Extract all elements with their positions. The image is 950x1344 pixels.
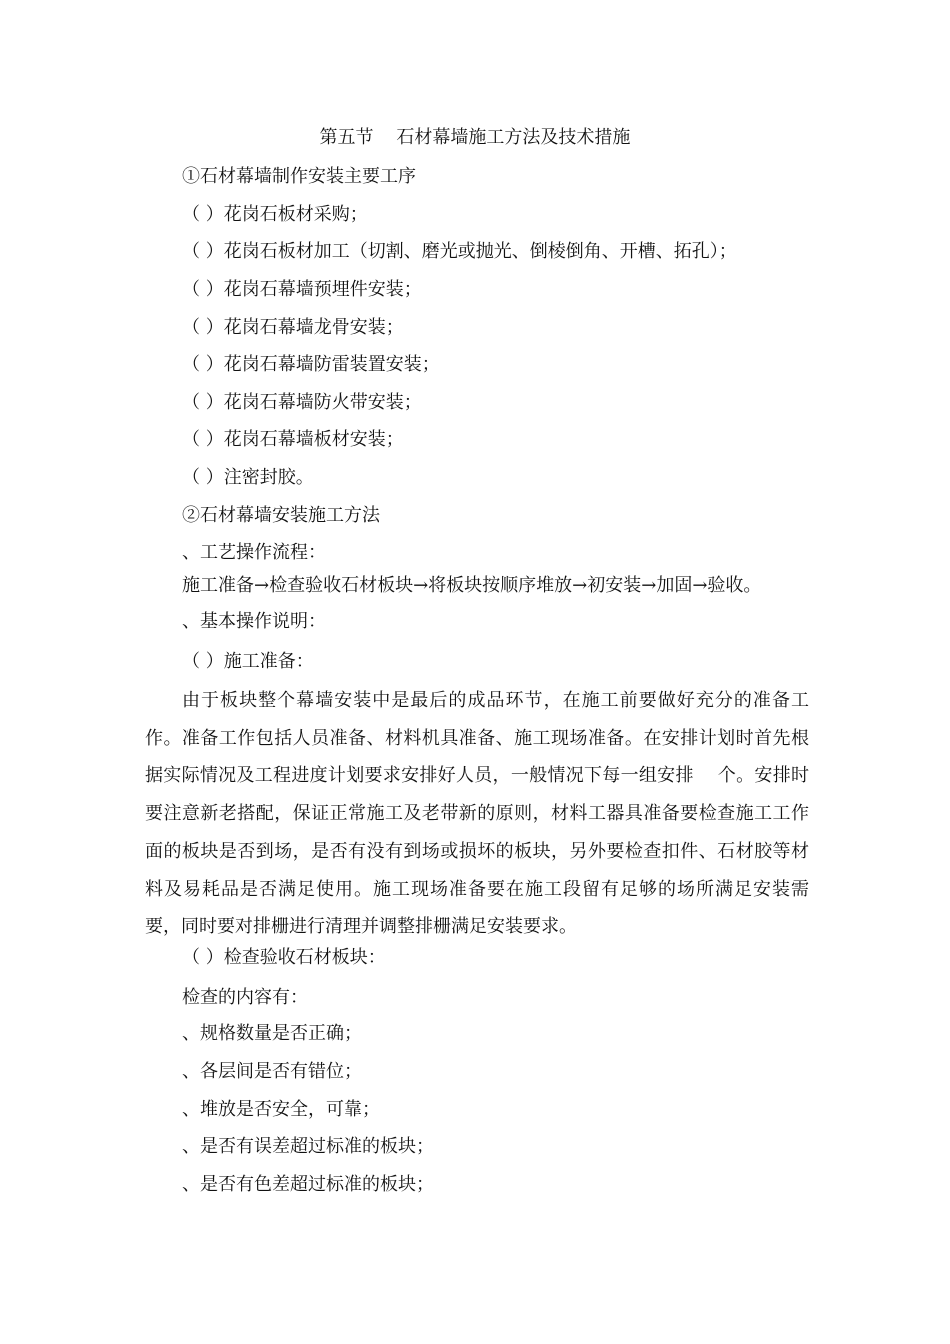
inspect-intro: 检查的内容有： [182, 987, 308, 1008]
list-item: （ ）花岗石幕墙预埋件安装； [182, 279, 422, 300]
list-item: （ ）花岗石幕墙板材安装； [182, 429, 404, 450]
list-item: （ ）花岗石幕墙防火带安装； [182, 392, 422, 413]
list-item: 、是否有色差超过标准的板块； [182, 1174, 434, 1195]
inspect-heading: （ ）检查验收石材板块： [182, 947, 386, 968]
prep-paragraph: 由于板块整个幕墙安装中是最后的成品环节，在施工前要做好充分的准备工作。准备工作包括人员准备、材料机具准备、施工现场准备。在安排计划时首先根据实际情况及工程进度计划要求安排好人员，一般情况下每一组安排 个。安排时要注意新老搭配，保证正常施工及老带新的原则，材料工器具准备要检查施工工作面的板块是否到场，是否有没有到场或损坏的板块，另外要检查扣件、石材胶等材料及易耗品是否满足使用。施工现场准备要在施工段留有足够的场所满足安装需要，同时要对排栅进行清理并调整排栅满足安装要求。 [145, 690, 809, 938]
list-item: （ ）花岗石幕墙龙骨安装； [182, 317, 404, 338]
section-title: 第五节 石材幕墙施工方法及技术措施 [319, 127, 631, 148]
basic-heading: 、基本操作说明： [182, 611, 326, 632]
list-item: 、是否有误差超过标准的板块； [182, 1136, 434, 1157]
prep-heading: （ ）施工准备： [182, 651, 314, 672]
section2-heading: ②石材幕墙安装施工方法 [182, 505, 380, 526]
list-item: （ ）注密封胶。 [182, 467, 314, 488]
list-item: 、规格数量是否正确； [182, 1023, 362, 1044]
section1-heading: ①石材幕墙制作安装主要工序 [182, 166, 416, 187]
list-item: （ ）花岗石板材加工（切割、磨光或抛光、倒棱倒角、开槽、拓孔）； [182, 241, 737, 262]
list-item: （ ）花岗石板材采购； [182, 204, 368, 225]
process-flow: 施工准备→检查验收石材板块→将板块按顺序堆放→初安装→加固→验收。 [182, 575, 762, 596]
list-item: 、各层间是否有错位； [182, 1061, 362, 1082]
list-item: 、堆放是否安全，可靠； [182, 1099, 380, 1120]
list-item: （ ）花岗石幕墙防雷装置安装； [182, 354, 440, 375]
process-heading: 、工艺操作流程： [182, 542, 326, 563]
